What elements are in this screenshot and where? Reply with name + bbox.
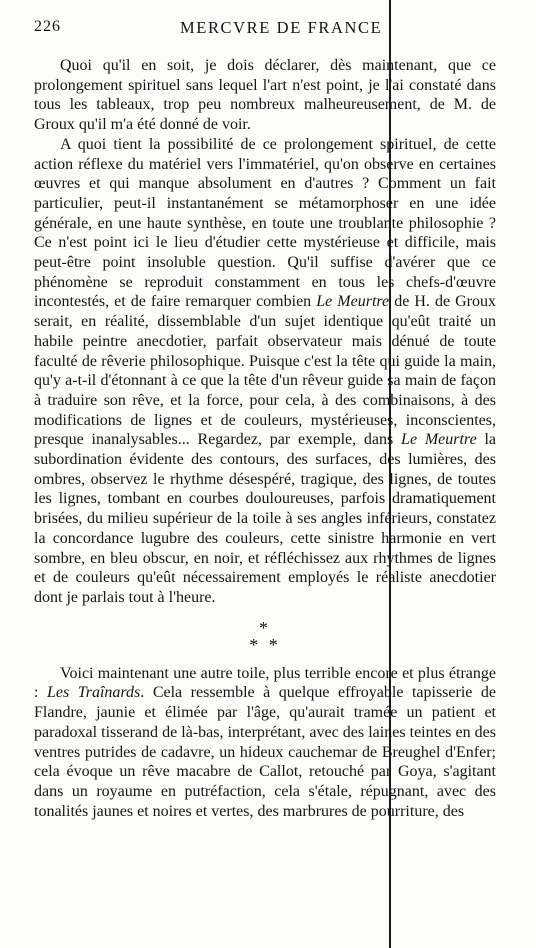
artwork-title-le-meurtre: Le Meurtre [316,293,390,311]
paragraph-3-text-b: . Cela ressemble à quelque effroyable tapisserie de Flandre, jaunie et élimée par l'âge, qu'aurait tramée un patient et paradoxal tisserand de là-bas, interprétant, avec des laines teintes en des ventres putrides de cadavre, un hideux cauchemar de Breughel d'Enfer; cela évoque un rêve macabre de Callot, retouché par Goya, s'agitant dans un royaume en putréfaction, cela s'étale, répugnant, avec des tonalités jaunes et noires et vertes, des marbrures de pourriture, des [34,684,497,820]
paragraph-2-text-c: la subordination évidente des contours, des surfaces, des lumières, des ombres, observez le rhythme désespéré, tragique, des lignes, de toutes les lignes, tombant en courbes douloureuses, parfois dramatiquement brisées, du milieu supérieur de la toile à ses angles inférieurs, constatez la concordance lugubre des couleurs, cette sinistre harmonie en vert sombre, en bleu obscur, en noir, et réfléchissez aux rhythmes de lignes et de couleurs qu'eût nécessairement employés le réaliste anecdotier dont je parlais tout à l'heure. [34,431,497,606]
page-number: 226 [34,18,61,35]
paragraph-2-text-a: A quoi tient la possibilité de ce prolongement spirituel, de cette action réflexe du matériel vers l'immatériel, qu'on observe en certaines œuvres et qui manque absolument en d'autres ? Comment un fait particulier, peut-il instantanément se métamorphoser en une idée générale, en une haute synthèse, en toute une troublante philosophie ? Ce n'est point ici le lieu d'étudier cette mystérieuse et difficile, mais peut-être point insoluble question. Qu'il suffise d'avérer que ce phénomène se reproduit constamment en tous les chefs-d'œuvre incontestés, et de faire remarquer combien [34,135,496,311]
paragraph-2-text-b: de H. de Groux serait, en réalité, dissemblable d'un sujet identique qu'eût traité un habile peintre anecdotier, parfait observateur mais dénué de toute faculté de rêverie philosophique. Puisque c'est la tête qui guide la main, qu'y a-t-il d'étonnant à ce que la tête d'un rêveur guide sa main de façon à traduire son rêve, et la force, pour cela, à des combinaisons, à des modifications de lignes et de couleurs, mystérieuses, inconscientes, presque inanalysables... Regardez, par exemple, dans [34,293,497,449]
paragraph-2 [34,135,496,608]
page-header [34,18,504,44]
separator-star-top: * [259,617,271,638]
page-body [34,56,496,821]
section-separator [34,617,496,655]
artwork-title-les-trainards: Les Traînards [46,684,141,702]
running-title: MERCVRE DE FRANCE [180,18,383,37]
artwork-title-le-meurtre-2: Le Meurtre [401,431,477,449]
separator-stars-bottom: * * [249,634,281,655]
paragraph-3-text-a: Voici maintenant une autre toile, plus terrible encore et plus étrange : [34,664,496,702]
paragraph-1: Quoi qu'il en soit, je dois déclarer, dès maintenant, que ce prolongement spirituel sans lequel l'art n'est point, je l'ai constaté dans tous les tableaux, trop peu nombreux malheureusement, de M. de Groux qu'il m'a été donné de voir. [34,57,496,134]
paragraph-3 [34,664,496,822]
